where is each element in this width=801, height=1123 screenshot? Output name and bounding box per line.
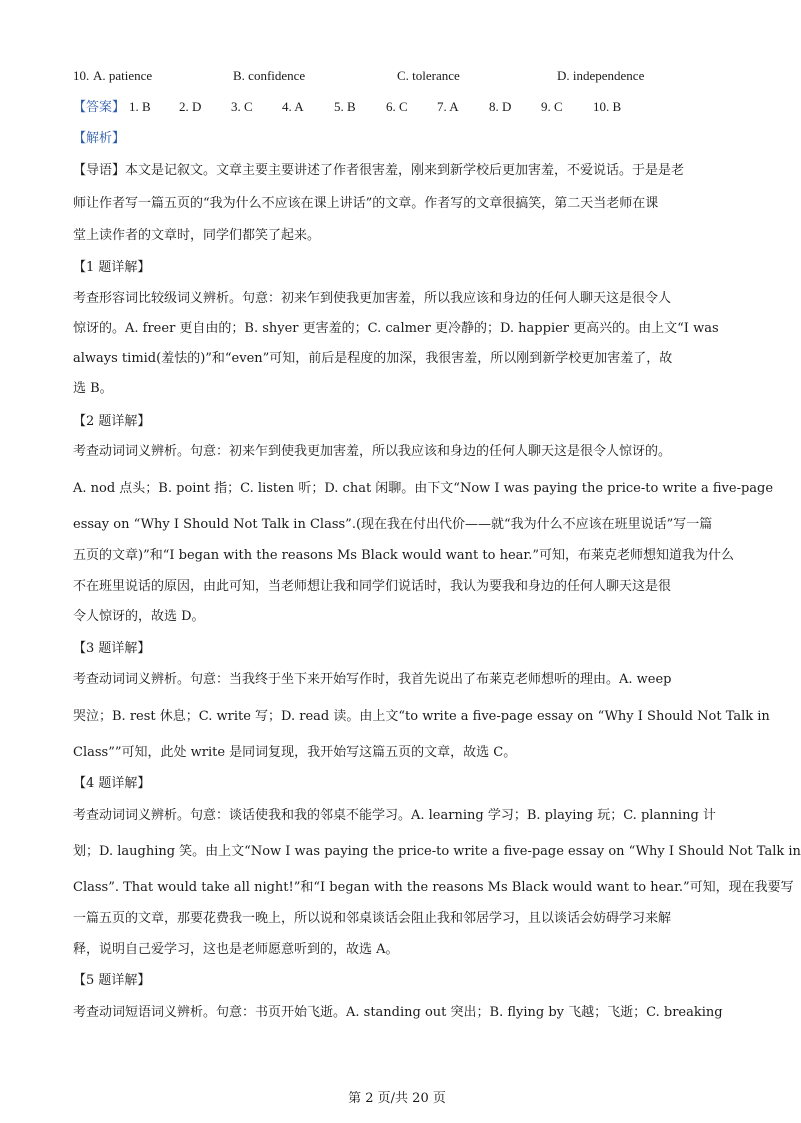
q4-line: 划；D. laughing 笑。由上文“Now I was paying the price-to write a five-page essay on “Why I Should Not Talk in [73, 844, 801, 859]
q2-line: A. nod 点头；B. point 指；C. listen 听；D. chat 闲聊。由下文“Now I was paying the price-to write a five-page [73, 481, 774, 496]
option-c: C. tolerance [397, 68, 460, 83]
q1-line: 考查形容词比较级词义辨析。句意：初来乍到使我更加害羞，所以我应该和身边的任何人聊天这是很令人 [73, 291, 672, 306]
answer-item: 7. A [437, 99, 459, 114]
q2-line: 令人惊讶的，故选 D。 [73, 609, 205, 624]
question-number: 10. [73, 68, 90, 83]
answer-item: 5. B [334, 99, 356, 114]
q3-line: Class””可知，此处 write 是同词复现，我开始写这篇五页的文章，故选 C。 [73, 745, 517, 760]
answer-item: 8. D [489, 99, 512, 114]
answer-item: 4. A [282, 99, 304, 114]
q3-heading: 【3 题详解】 [73, 641, 151, 656]
q5-heading: 【5 题详解】 [73, 973, 151, 988]
q4-heading: 【4 题详解】 [73, 776, 151, 791]
q2-heading: 【2 题详解】 [73, 414, 151, 429]
intro-line: 【导语】本文是记叙文。文章主要主要讲述了作者很害羞，刚来到新学校后更加害羞，不爱说话。于是是老 [73, 163, 685, 178]
intro-line: 堂上读作者的文章时，同学们都笑了起来。 [73, 228, 321, 243]
intro-line: 师让作者写一篇五页的“我为什么不应该在课上讲话”的文章。作者写的文章很搞笑，第二天当老师在课 [73, 196, 659, 211]
answer-key [73, 98, 723, 116]
answer-item: 2. D [179, 99, 202, 114]
q3-line: 考查动词词义辨析。句意：当我终于坐下来开始写作时，我首先说出了布莱克老师想听的理由。A. weep [73, 672, 672, 687]
answer-item: 9. C [541, 99, 563, 114]
q2-line: essay on “Why I Should Not Talk in Class”.(现在我在付出代价——就“我为什么不应该在班里说话”写一篇 [73, 517, 713, 532]
q4-line: Class”. That would take all night!”和“I began with the reasons Ms Black would want to hear.”可知，现在我要写 [73, 880, 794, 895]
q4-line: 释，说明自己爱学习，这也是老师愿意听到的，故选 A。 [73, 942, 399, 957]
q2-line: 不在班里说话的原因，由此可知，当老师想让我和同学们说话时，我认为要我和身边的任何人聊天这是很 [73, 579, 672, 594]
analysis-label: 【解析】 [73, 131, 126, 146]
q1-line: always timid(羞怯的)”和“even”可知，前后是程度的加深，我很害羞，所以刚到新学校更加害羞了，故 [73, 351, 673, 366]
option-a: A. patience [93, 68, 153, 83]
q1-heading: 【1 题详解】 [73, 260, 151, 275]
q4-line: 一篇五页的文章，那要花费我一晚上，所以说和邻桌谈话会阻止我和邻居学习，且以谈话会妨碍学习来解 [73, 911, 672, 926]
question-10-options [73, 67, 723, 85]
answer-item: 1. B [129, 99, 151, 114]
q4-line: 考查动词词义辨析。句意：谈话使我和我的邻桌不能学习。A. learning 学习；B. playing 玩；C. planning 计 [73, 808, 716, 823]
answer-label: 【答案】 [73, 99, 126, 114]
q3-line: 哭泣；B. rest 休息；C. write 写；D. read 读。由上文“to write a five-page essay on “Why I Should Not Talk in [73, 709, 770, 724]
q2-line: 五页的文章)”和“I began with the reasons Ms Black would want to hear.”可知，布莱克老师想知道我为什么 [73, 548, 734, 563]
page-footer: 第 2 页/共 20 页 [348, 1091, 446, 1106]
answer-item: 3. C [231, 99, 253, 114]
q2-line: 考查动词词义辨析。句意：初来乍到使我更加害羞，所以我应该和身边的任何人聊天这是很令人惊讶的。 [73, 444, 672, 459]
q5-line: 考查动词短语词义辨析。句意：书页开始飞逝。A. standing out 突出；B. flying by 飞越；飞逝；C. breaking [73, 1005, 723, 1020]
q1-line: 惊讶的。A. freer 更自由的；B. shyer 更害羞的；C. calmer 更冷静的；D. happier 更高兴的。由上文“I was [73, 321, 719, 336]
answer-item: 10. B [593, 99, 622, 114]
answer-item: 6. C [386, 99, 408, 114]
option-b: B. confidence [233, 68, 306, 83]
option-d: D. independence [557, 68, 645, 83]
q1-line: 选 B。 [73, 381, 113, 396]
